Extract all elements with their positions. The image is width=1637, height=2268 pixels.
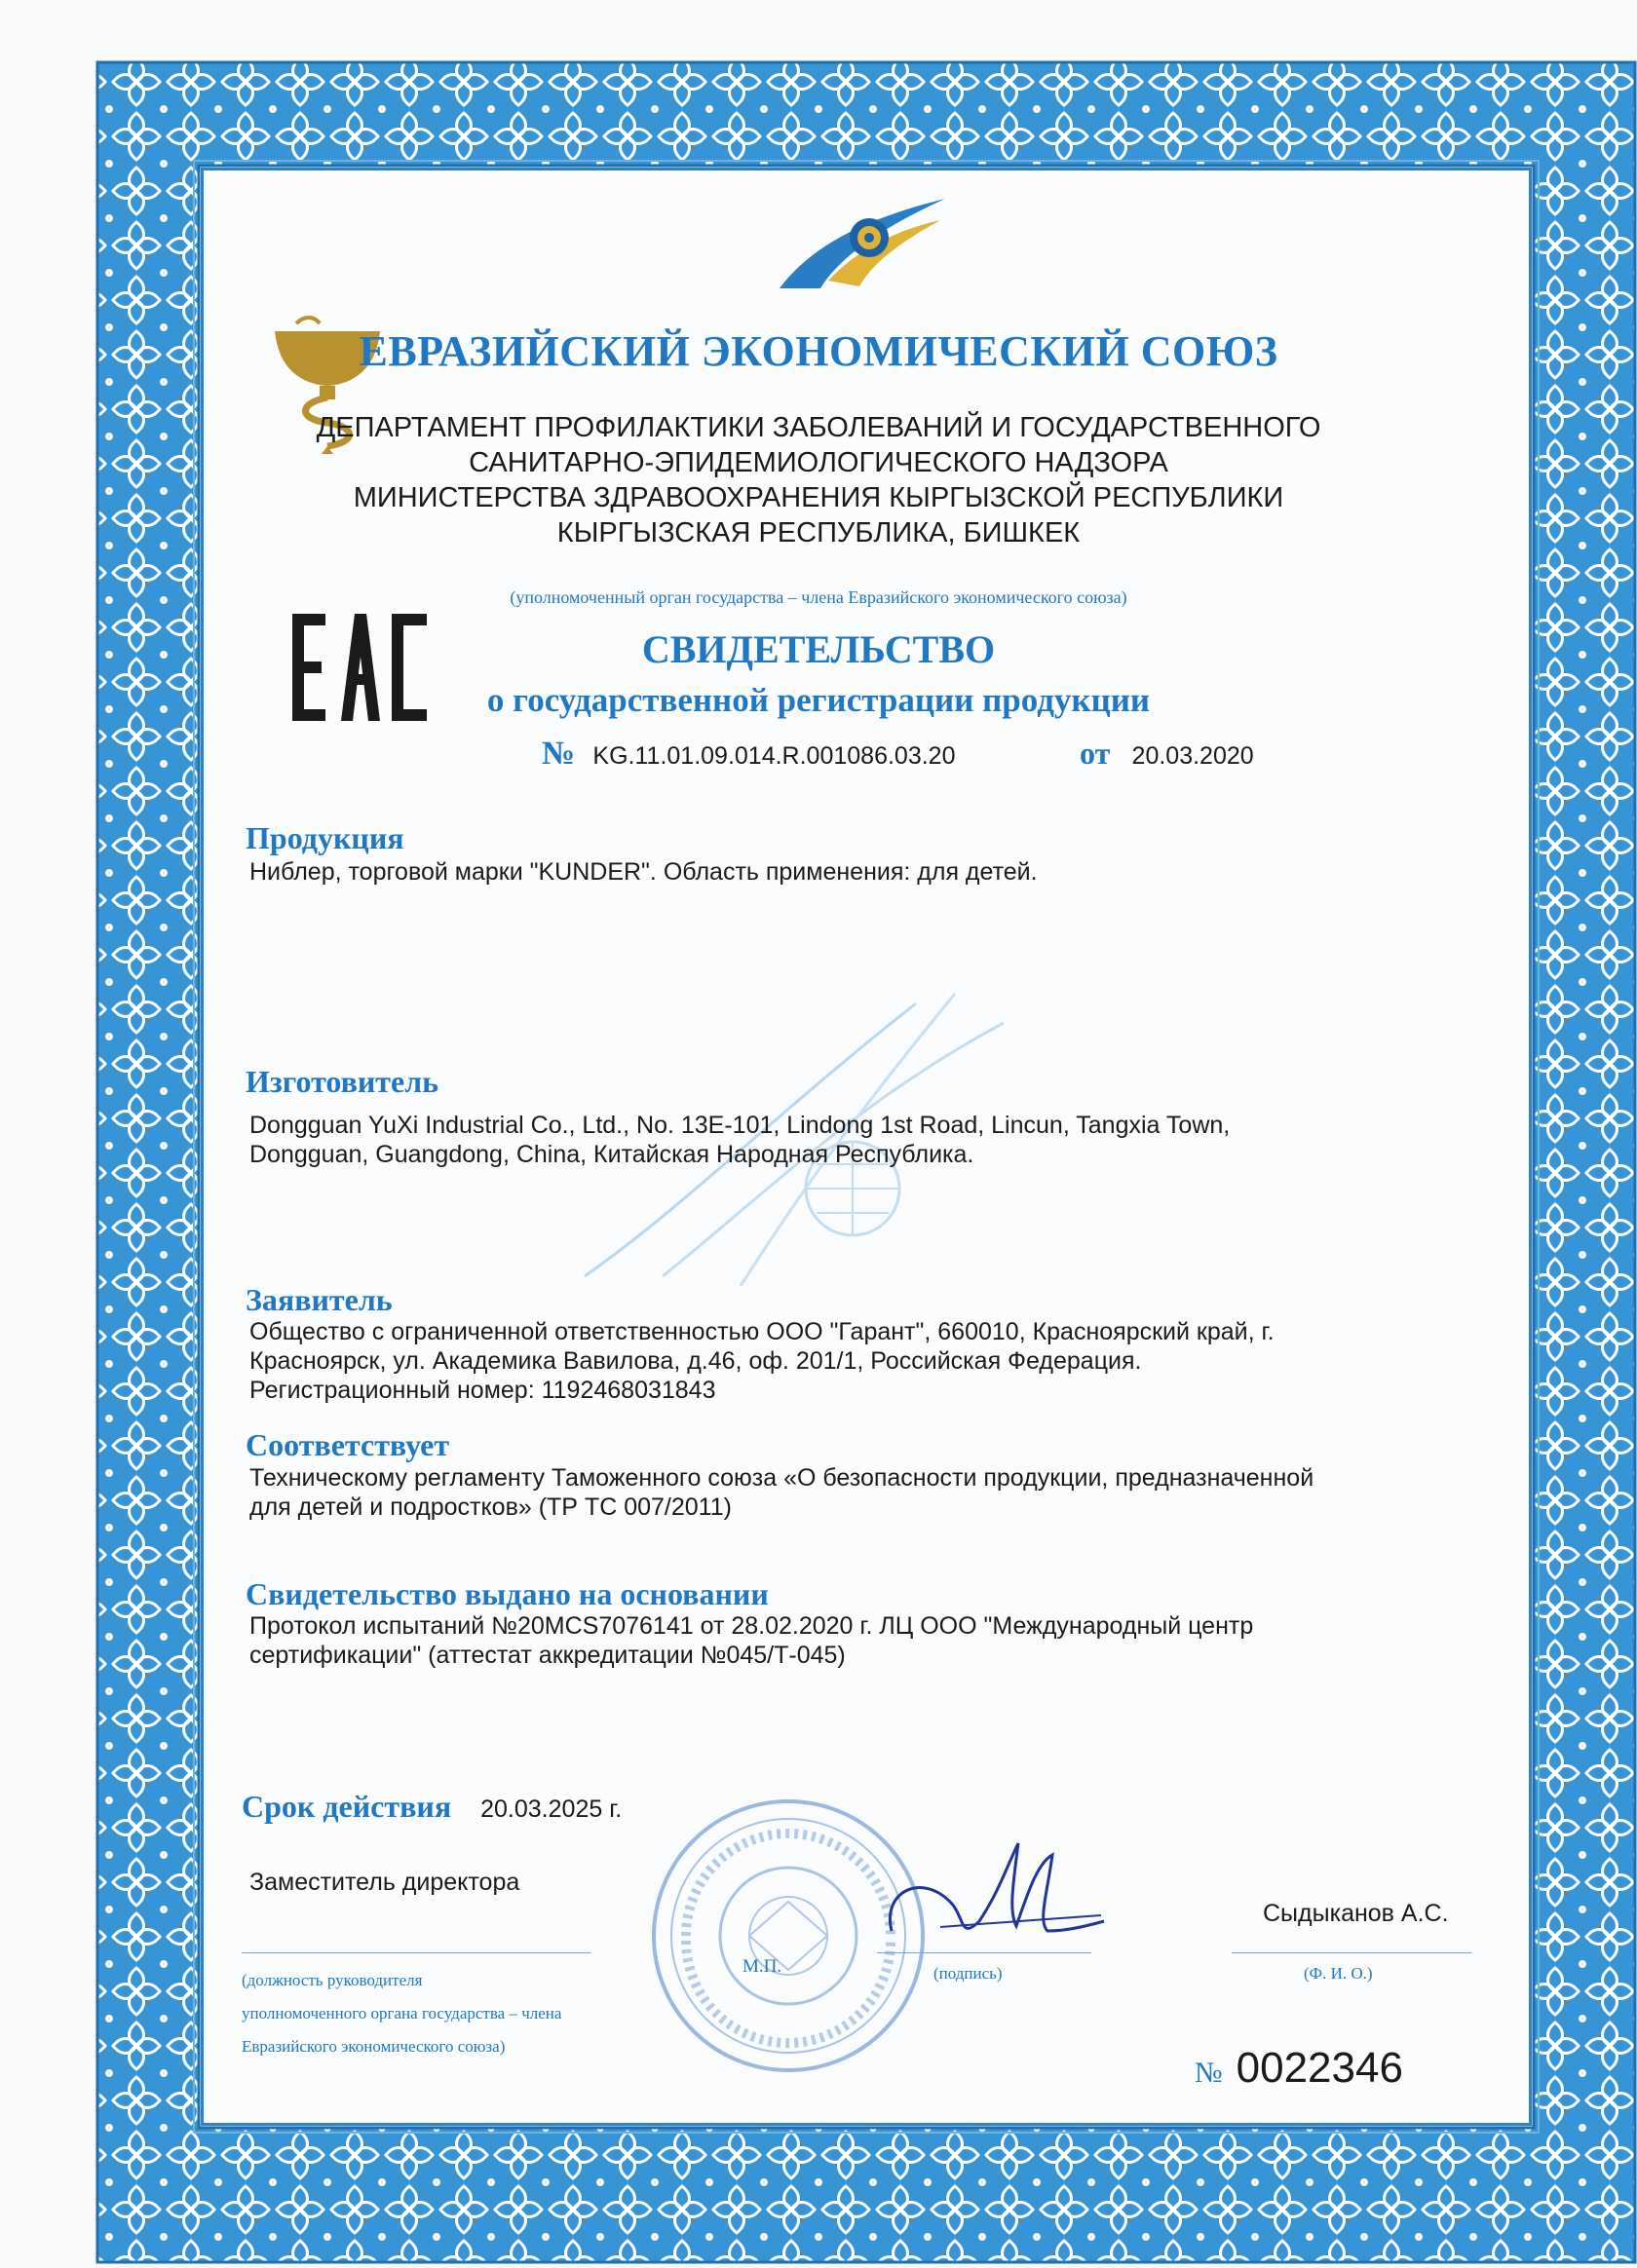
position-caption — [242, 1964, 561, 2063]
department-line-3: МИНИСТЕРСТВА ЗДРАВООХРАНЕНИЯ КЫРГЫЗСКОЙ РЕСПУБЛИКИ — [353, 482, 1284, 513]
signature-line — [877, 1952, 1091, 1953]
applicant-line-3: Регистрационный номер: 1192468031843 — [249, 1377, 716, 1404]
basis-line-2: сертификации" (аттестат аккредитации №045/Т-045) — [249, 1642, 846, 1669]
signature-caption: (подпись) — [933, 1964, 1003, 1983]
blank-number: 0022346 — [1236, 2044, 1403, 2092]
blank-number-label: № — [1195, 2057, 1223, 2089]
date-label: от — [1080, 736, 1111, 771]
blank-number-row — [1195, 2044, 1403, 2093]
conforms-line-1: Техническому регламенту Таможенного союза «О безопасности продукции, предназначенной — [249, 1464, 1314, 1492]
position-line — [242, 1952, 590, 1953]
applicant-line-1: Общество с ограниченной ответственностью ООО "Гарант", 660010, Красноярский край, г. — [249, 1318, 1275, 1345]
manufacturer-text — [249, 1111, 1497, 1169]
product-line-1: Ниблер, торговой марки "KUNDER". Область применения: для детей. — [249, 858, 1038, 886]
certificate-date: 20.03.2020 — [1131, 742, 1254, 770]
conforms-line-2: для детей и подростков» (ТР ТС 007/2011) — [249, 1493, 732, 1521]
authority-note: (уполномоченный орган государства – члена Евразийского экономического союза) — [510, 587, 1127, 607]
product-heading: Продукция — [246, 820, 404, 855]
certificate-number: KG.11.01.09.014.R.001086.03.20 — [592, 742, 956, 770]
eaeu-emblem-icon — [770, 191, 955, 298]
mp-caption: М.П. — [742, 1956, 782, 1977]
product-text — [249, 857, 1497, 887]
certificate-subtitle: о государственной регистрации продукции — [486, 681, 1151, 719]
applicant-heading: Заявитель — [246, 1282, 393, 1317]
basis-line-1: Протокол испытаний №20MCS7076141 от 28.02.2020 г. ЛЦ ООО "Международный центр — [249, 1612, 1254, 1640]
applicant-text — [249, 1317, 1497, 1405]
department-line-4: КЫРГЫЗСКАЯ РЕСПУБЛИКА, БИШКЕК — [556, 517, 1081, 548]
certificate-number-row — [542, 736, 955, 773]
department-line-2: САНИТАРНО-ЭПИДЕМИОЛОГИЧЕСКОГО НАДЗОРА — [469, 447, 1168, 478]
name-caption: (Ф. И. О.) — [1304, 1964, 1373, 1983]
validity-label: Срок действия — [242, 1789, 452, 1824]
number-label: № — [542, 736, 576, 772]
handwritten-signature-icon — [882, 1833, 1106, 1960]
manufacturer-line-2: Dongguan, Guangdong, China, Китайская Народная Республика. — [249, 1141, 974, 1168]
name-line — [1232, 1952, 1471, 1953]
certificate-date-row — [1080, 736, 1254, 772]
manufacturer-heading: Изготовитель — [246, 1064, 439, 1099]
union-title: ЕВРАЗИЙСКИЙ ЭКОНОМИЧЕСКИЙ СОЮЗ — [359, 327, 1278, 375]
certificate-title: СВИДЕТЕЛЬСТВО — [641, 627, 996, 671]
validity-row — [242, 1789, 622, 1825]
applicant-line-2: Красноярск, ул. Академика Вавилова, д.46, оф. 201/1, Российская Федерация. — [249, 1347, 1142, 1375]
conforms-heading: Соответствует — [246, 1427, 450, 1462]
manufacturer-line-1: Dongguan YuXi Industrial Co., Ltd., No. 13E-101, Lindong 1st Road, Lincun, Tangxia Town, — [249, 1112, 1231, 1139]
position-caption-line-1: (должность руководителя — [242, 1971, 423, 1989]
department-block — [0, 410, 1637, 550]
basis-text — [249, 1611, 1497, 1670]
position-caption-line-2: уполномоченного органа государства – члена — [242, 2004, 562, 2022]
conforms-text — [249, 1463, 1497, 1522]
signer-position: Заместитель директора — [249, 1869, 520, 1896]
basis-heading: Свидетельство выдано на основании — [246, 1576, 769, 1611]
position-caption-line-3: Евразийского экономического союза) — [242, 2037, 506, 2056]
department-line-1: ДЕПАРТАМЕНТ ПРОФИЛАКТИКИ ЗАБОЛЕВАНИЙ И ГОСУДАРСТВЕННОГО — [316, 412, 1321, 443]
validity-date: 20.03.2025 г. — [480, 1796, 623, 1823]
signer-name: Сыдыканов А.С. — [1263, 1900, 1449, 1927]
